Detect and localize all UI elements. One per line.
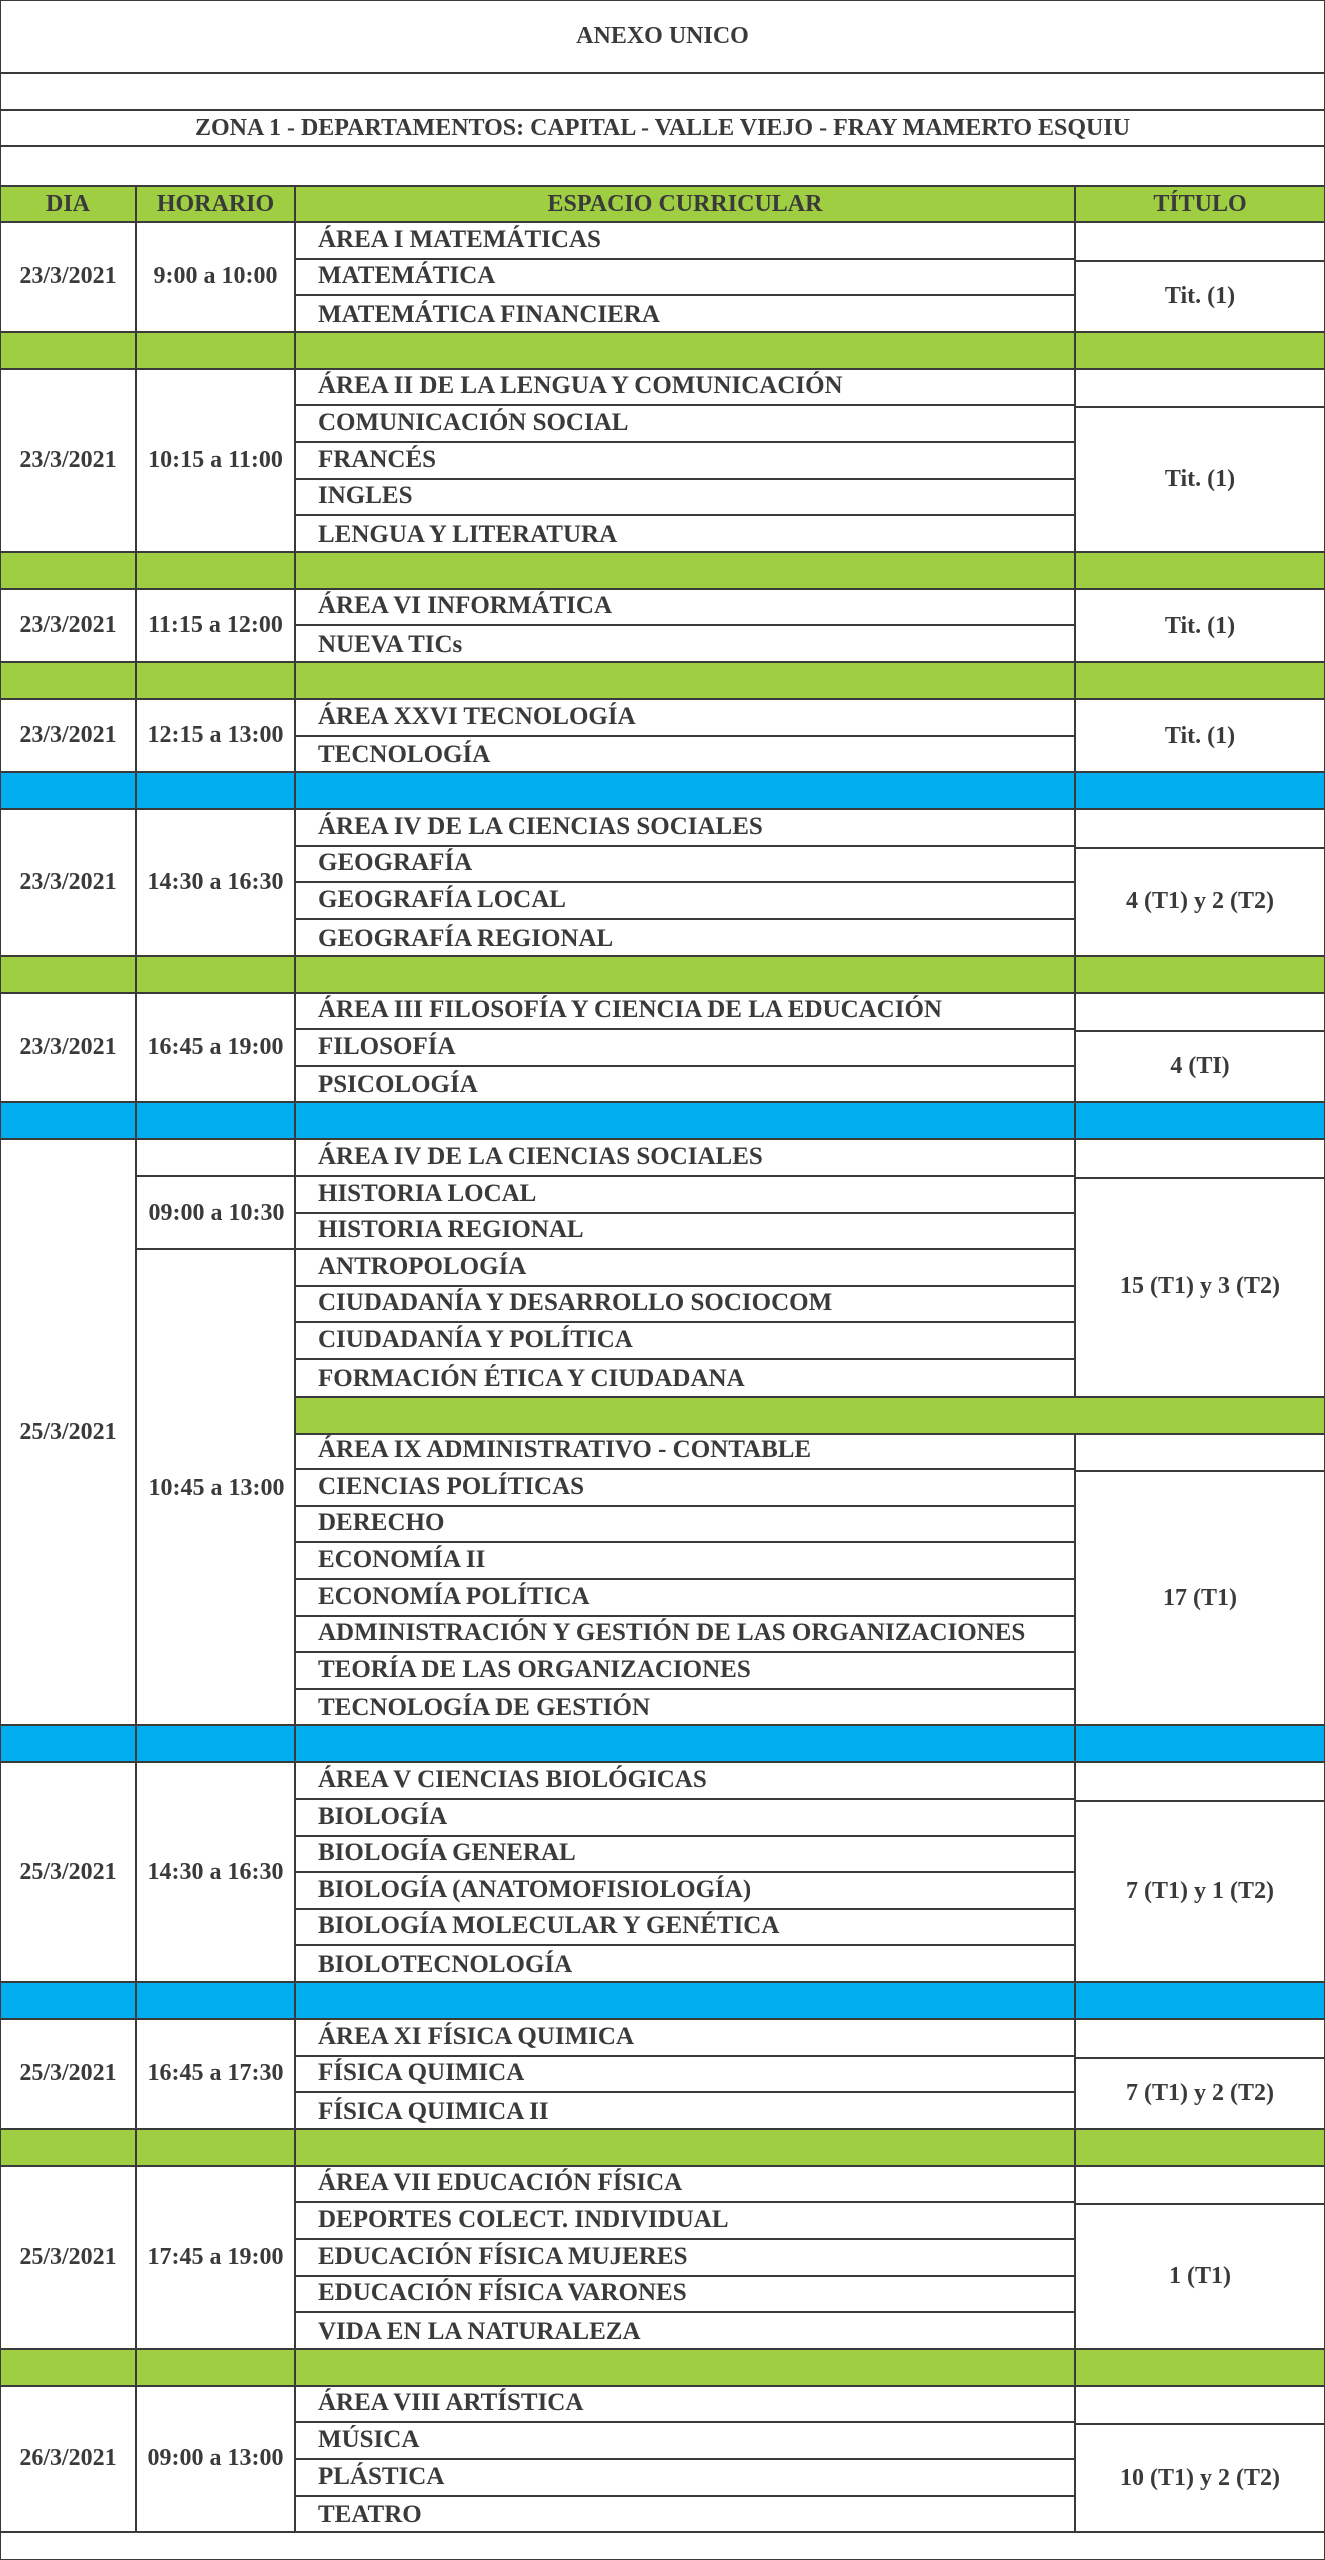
separator-cell (137, 1726, 296, 1761)
curricular-line: CIENCIAS POLÍTICAS (296, 1470, 1074, 1507)
curricular-line: FORMACIÓN ÉTICA Y CIUDADANA (318, 1364, 745, 1392)
schedule-block-2 (1, 590, 1324, 663)
schedule-block-8 (1, 2020, 1324, 2130)
separator-cell (296, 2350, 1076, 2385)
separator-cell (137, 957, 296, 992)
separator-cell (1076, 1103, 1324, 1138)
horario-cell: 11:15 a 12:00 (137, 590, 296, 661)
blue-separator-row (1, 1983, 1324, 2020)
blank-row (1, 74, 1324, 111)
dia-cell: 23/3/2021 (1, 700, 137, 771)
separator-cell (296, 2130, 1076, 2165)
titulo-b: 17 (T1) (1163, 1584, 1237, 1611)
dia-cell: 23/3/2021 (1, 223, 137, 331)
curricular-line: ECONOMÍA POLÍTICA (296, 1580, 1074, 1617)
curricular-line: FÍSICA QUIMICA II (318, 2097, 549, 2125)
schedule-block-0 (1, 223, 1324, 333)
titulo-a: 15 (T1) y 3 (T2) (1120, 1273, 1280, 1300)
separator-cell (1076, 2350, 1324, 2385)
horario-cell: 16:45 a 19:00 (137, 994, 296, 1102)
curricular-line: ÁREA VII EDUCACIÓN FÍSICA (296, 2167, 1074, 2204)
curricular-line: TEORÍA DE LAS ORGANIZACIONES (296, 1653, 1074, 1690)
separator-cell (1, 1103, 137, 1138)
curricular-line: ÁREA II DE LA LENGUA Y COMUNICACIÓN (296, 370, 1074, 407)
schedule-block-9 (1, 2167, 1324, 2350)
dia-cell: 23/3/2021 (1, 370, 137, 551)
separator-cell (1, 333, 137, 368)
curricular-line: ÁREA XI FÍSICA QUIMICA (296, 2020, 1074, 2057)
separator-cell (296, 1983, 1076, 2018)
horario-line (137, 1140, 296, 1177)
titulo-line (1076, 370, 1324, 409)
title-row (1, 1, 1324, 74)
blue-separator-row (1, 1103, 1324, 1140)
curricular-line: BIOLOGÍA (ANATOMOFISIOLOGÍA) (296, 1873, 1074, 1910)
separator-cell (1076, 663, 1324, 698)
dia-cell: 26/3/2021 (1, 2387, 137, 2531)
curricular-line: ÁREA XXVI TECNOLOGÍA (296, 700, 1074, 737)
separator-cell (1076, 957, 1324, 992)
espacio-lines (296, 370, 1076, 551)
green-separator-row (1, 957, 1324, 994)
header-dia: DIA (1, 187, 137, 221)
schedule-block-7 (1, 1763, 1324, 1983)
titulo-line (1076, 223, 1324, 262)
separator-cell (296, 333, 1076, 368)
titulo-line (1076, 2020, 1324, 2059)
horario-cell: 14:30 a 16:30 (137, 810, 296, 954)
dia-cell: 25/3/2021 (1, 1140, 137, 1724)
espacio-lines (296, 2387, 1076, 2531)
separator-cell (296, 773, 1076, 808)
schedule-block-3 (1, 700, 1324, 773)
schedule-block-1 (1, 370, 1324, 553)
horario-cell: 16:45 a 17:30 (137, 2020, 296, 2128)
curricular-line: DEPORTES COLECT. INDIVIDUAL (296, 2203, 1074, 2240)
curricular-line: GEOGRAFÍA (296, 847, 1074, 884)
dia-cell: 25/3/2021 (1, 2020, 137, 2128)
dia-cell: 23/3/2021 (1, 590, 137, 661)
horario-cell: 09:00 a 13:00 (137, 2387, 296, 2531)
titulo-line (1076, 1434, 1324, 1473)
schedule-block-10 (1, 2387, 1324, 2533)
curricular-line: ECONOMÍA II (296, 1543, 1074, 1580)
separator-cell (296, 553, 1076, 588)
curricular-line: ÁREA VI INFORMÁTICA (296, 590, 1074, 627)
titulo-cell: Tit. (1) (1164, 466, 1236, 493)
horario-a: 09:00 a 10:30 (148, 1200, 285, 1227)
horario-cell: 14:30 a 16:30 (137, 1763, 296, 1981)
curricular-line: MÚSICA (296, 2423, 1074, 2460)
dia-cell: 23/3/2021 (1, 810, 137, 954)
header-espacio: ESPACIO CURRICULAR (296, 187, 1076, 221)
separator-cell (1, 1983, 137, 2018)
titulo-line (1076, 1140, 1324, 1179)
curricular-line: GEOGRAFÍA REGIONAL (318, 924, 614, 952)
titulo-line (1076, 810, 1324, 849)
separator-cell (1, 957, 137, 992)
curricular-line: HISTORIA LOCAL (296, 1177, 1074, 1214)
curricular-line: CIUDADANÍA Y POLÍTICA (296, 1323, 1074, 1360)
horario-b: 10:45 a 13:00 (148, 1474, 285, 1501)
curricular-line: LENGUA Y LITERATURA (318, 520, 618, 548)
separator-cell (1, 1726, 137, 1761)
curricular-line: MATEMÁTICA FINANCIERA (318, 300, 660, 328)
separator-cell (1, 2130, 137, 2165)
titulo-cell: 1 (T1) (1169, 2263, 1231, 2290)
curricular-line: ÁREA III FILOSOFÍA Y CIENCIA DE LA EDUCACIÓN (296, 994, 1074, 1031)
curricular-line: NUEVA TICs (318, 630, 463, 658)
curricular-line: ÁREA V CIENCIAS BIOLÓGICAS (296, 1763, 1074, 1800)
espacio-lines (296, 223, 1076, 331)
blue-separator-row (1, 773, 1324, 810)
curricular-line: HISTORIA REGIONAL (296, 1214, 1074, 1251)
curricular-line: EDUCACIÓN FÍSICA MUJERES (296, 2240, 1074, 2277)
titulo-cell: 7 (T1) y 1 (T2) (1126, 1877, 1274, 1904)
separator-cell (1, 553, 137, 588)
espacio-lines (296, 994, 1076, 1102)
espacio-lines (296, 2020, 1076, 2128)
curricular-line: GEOGRAFÍA LOCAL (296, 883, 1074, 920)
dia-cell: 23/3/2021 (1, 994, 137, 1102)
espacio-lines (296, 590, 1076, 661)
curricular-line: COMUNICACIÓN SOCIAL (296, 406, 1074, 443)
espacio-lines (296, 2167, 1076, 2348)
curricular-line: TECNOLOGÍA DE GESTIÓN (318, 1694, 651, 1722)
titulo-cell: Tit. (1) (1164, 723, 1236, 750)
separator-cell (137, 773, 296, 808)
separator-cell (1, 2350, 137, 2385)
separator-cell (1076, 773, 1324, 808)
curricular-line: PSICOLOGÍA (318, 1071, 478, 1099)
curricular-line: MATEMÁTICA (296, 260, 1074, 297)
curricular-line: ÁREA IX ADMINISTRATIVO - CONTABLE (296, 1434, 1074, 1471)
curricular-line: ÁREA IV DE LA CIENCIAS SOCIALES (296, 1140, 1074, 1177)
green-subseparator (296, 1396, 1324, 1435)
separator-cell (137, 333, 296, 368)
header-row (1, 185, 1324, 223)
separator-cell (1, 663, 137, 698)
horario-cell: 10:15 a 11:00 (137, 370, 296, 551)
green-separator-row (1, 663, 1324, 700)
green-separator-row (1, 333, 1324, 370)
green-separator-row (1, 2130, 1324, 2167)
separator-cell (1076, 333, 1324, 368)
separator-cell (137, 1983, 296, 2018)
separator-cell (137, 663, 296, 698)
curricular-line: ÁREA IV DE LA CIENCIAS SOCIALES (296, 810, 1074, 847)
separator-cell (1076, 553, 1324, 588)
schedule-block-6 (1, 1140, 1324, 1726)
dia-cell: 25/3/2021 (1, 2167, 137, 2348)
titulo-cell: Tit. (1) (1164, 612, 1236, 639)
separator-cell (296, 663, 1076, 698)
horario-cell: 12:15 a 13:00 (137, 700, 296, 771)
curricular-line: TECNOLOGÍA (318, 741, 491, 769)
curricular-line: BIOLOTECNOLOGÍA (318, 1950, 573, 1978)
espacio-lines (296, 810, 1076, 954)
separator-cell (137, 553, 296, 588)
curricular-line: PLÁSTICA (296, 2460, 1074, 2497)
separator-cell (296, 1726, 1076, 1761)
page-title: ANEXO UNICO (576, 23, 749, 49)
curricular-line: FRANCÉS (296, 443, 1074, 480)
curricular-line: CIUDADANÍA Y DESARROLLO SOCIOCOM (296, 1287, 1074, 1324)
curricular-line: TEATRO (318, 2501, 422, 2529)
curricular-line: BIOLOGÍA GENERAL (296, 1837, 1074, 1874)
curricular-line: ANTROPOLOGÍA (296, 1250, 1074, 1287)
curricular-line: EDUCACIÓN FÍSICA VARONES (296, 2277, 1074, 2314)
blue-separator-row (1, 1726, 1324, 1763)
separator-cell (296, 957, 1076, 992)
titulo-cell: 10 (T1) y 2 (T2) (1120, 2464, 1280, 2491)
separator-cell (1076, 2130, 1324, 2165)
blank-row (1, 147, 1324, 185)
horario-cell: 17:45 a 19:00 (137, 2167, 296, 2348)
separator-cell (1076, 1983, 1324, 2018)
curricular-line: ÁREA VIII ARTÍSTICA (296, 2387, 1074, 2424)
separator-cell (296, 1103, 1076, 1138)
curricular-line: ADMINISTRACIÓN Y GESTIÓN DE LAS ORGANIZACIONES (296, 1617, 1074, 1654)
curricular-line: INGLES (296, 480, 1074, 517)
separator-cell (137, 2350, 296, 2385)
espacio-lines (296, 700, 1076, 771)
curricular-line: ÁREA I MATEMÁTICAS (296, 223, 1074, 260)
titulo-cell: 4 (TI) (1170, 1053, 1230, 1080)
header-titulo: TÍTULO (1153, 190, 1247, 217)
separator-cell (137, 2130, 296, 2165)
curricular-line: FÍSICA QUIMICA (296, 2057, 1074, 2094)
separator-cell (1076, 1726, 1324, 1761)
separator-cell (137, 1103, 296, 1138)
dia-cell: 25/3/2021 (1, 1763, 137, 1981)
espacio-lines (296, 1763, 1076, 1981)
schedule-block-4 (1, 810, 1324, 956)
titulo-cell: 4 (T1) y 2 (T2) (1126, 888, 1274, 915)
curricular-line: BIOLOGÍA MOLECULAR Y GENÉTICA (296, 1910, 1074, 1947)
green-separator-row (1, 553, 1324, 590)
horario-cell: 9:00 a 10:00 (137, 223, 296, 331)
titulo-line (1076, 2387, 1324, 2426)
green-separator-row (1, 2350, 1324, 2387)
schedule-block-5 (1, 994, 1324, 1104)
curricular-line: FILOSOFÍA (296, 1030, 1074, 1067)
titulo-cell: Tit. (1) (1164, 282, 1236, 309)
separator-cell (1, 773, 137, 808)
titulo-line (1076, 2167, 1324, 2206)
titulo-line (1076, 1763, 1324, 1802)
zone-title: ZONA 1 - DEPARTAMENTOS: CAPITAL - VALLE VIEJO - FRAY MAMERTO ESQUIU (194, 114, 1131, 141)
curricular-line: VIDA EN LA NATURALEZA (318, 2317, 641, 2345)
header-horario: HORARIO (137, 187, 296, 221)
curricular-line: DERECHO (296, 1507, 1074, 1544)
curricular-line: BIOLOGÍA (296, 1800, 1074, 1837)
titulo-cell: 7 (T1) y 2 (T2) (1126, 2079, 1274, 2106)
zone-row (1, 111, 1324, 147)
titulo-line (1076, 994, 1324, 1033)
